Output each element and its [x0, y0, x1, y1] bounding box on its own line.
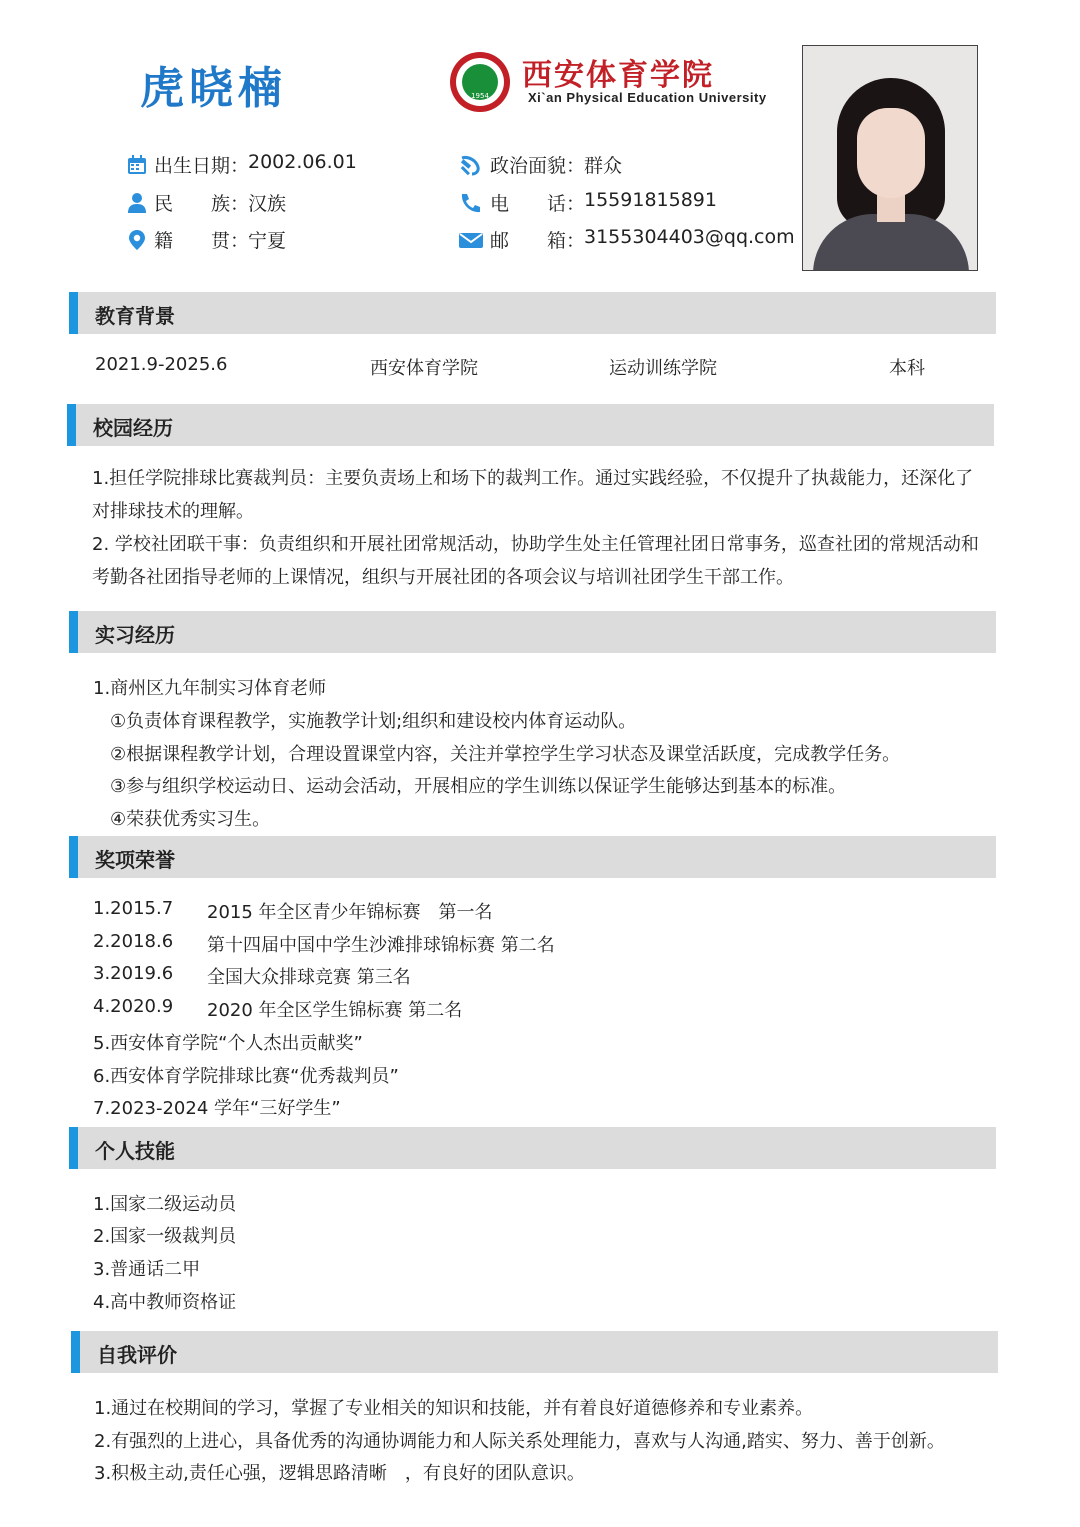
- award-text: 全国大众排球竞赛 第三名: [207, 967, 411, 988]
- profile-photo: [802, 45, 978, 271]
- education-degree: 本科: [889, 358, 925, 379]
- section-campus-header: [67, 404, 994, 446]
- award-text: 第十四届中国中学生沙滩排球锦标赛 第二名: [207, 935, 555, 956]
- birth-label: 出生日期: [154, 155, 231, 177]
- internship-item: ④荣获优秀实习生。: [110, 809, 271, 830]
- logo-chinese-name: 西安体育学院: [522, 58, 714, 93]
- section-internship-header: [69, 611, 996, 653]
- envelope-icon: [458, 229, 484, 251]
- section-accent-bar: [67, 404, 76, 446]
- birth-value: 2002.06.01: [248, 151, 357, 173]
- skill-item: 2.国家一级裁判员: [93, 1226, 237, 1247]
- award-date: 1.2015.7: [93, 898, 174, 919]
- self-item: 2.有强烈的上进心，具备优秀的沟通协调能力和人际关系处理能力，喜欢与人沟通,踏实、努力、善于创新。: [94, 1431, 945, 1452]
- award-date: 3.2019.6: [93, 963, 174, 984]
- section-skills-header: [69, 1127, 996, 1169]
- email-value: 3155304403@qq.com: [584, 226, 795, 248]
- university-emblem-icon: [450, 52, 510, 112]
- award-date: 4.2020.9: [93, 996, 174, 1017]
- section-accent-bar: [69, 292, 78, 334]
- award-item: 7.2023-2024 学年“三好学生”: [93, 1098, 341, 1119]
- campus-item: 1.担任学院排球比赛裁判员：主要负责场上和场下的裁判工作。通过实践经验，不仅提升了执裁能力，还深化了对排球技术的理解。: [92, 468, 974, 522]
- location-pin-icon: [126, 229, 148, 251]
- phone-icon: [458, 192, 484, 214]
- section-accent-bar: [69, 1127, 78, 1169]
- hammer-sickle-icon: [458, 154, 484, 176]
- education-school: 西安体育学院: [370, 358, 478, 379]
- origin-label: 籍 贯: [154, 230, 231, 252]
- section-title: 奖项荣誉: [95, 848, 175, 872]
- internship-item: ①负责体育课程教学，实施教学计划;组织和建设校内体育运动队。: [110, 711, 637, 732]
- section-title: 教育背景: [95, 304, 175, 328]
- resume-name: 虎晓楠: [140, 63, 287, 114]
- section-accent-bar: [69, 611, 78, 653]
- award-text: 2015 年全区青少年锦标赛 第一名: [207, 902, 493, 923]
- phone-label: 电 话: [490, 193, 567, 215]
- section-awards-header: [69, 836, 996, 878]
- award-item: 5.西安体育学院“个人杰出贡献奖”: [93, 1033, 363, 1054]
- internship-title: 1.商州区九年制实习体育老师: [93, 678, 327, 699]
- award-item: 6.西安体育学院排球比赛“优秀裁判员”: [93, 1066, 399, 1087]
- section-title: 个人技能: [95, 1139, 175, 1163]
- award-text: 2020 年全区学生锦标赛 第二名: [207, 1000, 463, 1021]
- person-icon: [126, 192, 148, 214]
- self-item: 1.通过在校期间的学习，掌握了专业相关的知识和技能，并有着良好道德修养和专业素养。: [94, 1398, 814, 1419]
- section-self-header: [71, 1331, 998, 1373]
- section-title: 校园经历: [93, 416, 173, 440]
- origin-value: 宁夏: [248, 230, 287, 252]
- award-date: 2.2018.6: [93, 931, 174, 952]
- section-title: 自我评价: [97, 1343, 177, 1367]
- self-item: 3.积极主动,责任心强，逻辑思路清晰 ，有良好的团队意识。: [94, 1463, 585, 1484]
- calendar-icon: [126, 154, 148, 176]
- internship-item: ③参与组织学校运动日、运动会活动，开展相应的学生训练以保证学生能够达到基本的标准。: [110, 776, 847, 797]
- skill-item: 3.普通话二甲: [93, 1259, 201, 1280]
- education-college: 运动训练学院: [609, 358, 717, 379]
- section-accent-bar: [69, 836, 78, 878]
- logo-english-name: Xi`an Physical Education University: [528, 90, 767, 105]
- section-title: 实习经历: [95, 623, 175, 647]
- nation-label: 民 族: [154, 193, 231, 215]
- email-label: 邮 箱: [490, 230, 567, 252]
- phone-value: 15591815891: [584, 189, 717, 211]
- section-accent-bar: [71, 1331, 80, 1373]
- education-period: 2021.9-2025.6: [95, 354, 228, 375]
- emblem-year: 1954: [471, 92, 489, 100]
- internship-item: ②根据课程教学计划，合理设置课堂内容，关注并掌控学生学习状态及课堂活跃度，完成教学任务。: [110, 744, 901, 765]
- nation-value: 汉族: [248, 193, 287, 215]
- skill-item: 1.国家二级运动员: [93, 1194, 237, 1215]
- campus-item: 2. 学校社团联干事：负责组织和开展社团常规活动，协助学生处主任管理社团日常事务，巡查社团的常规活动和考勤各社团指导老师的上课情况，组织与开展社团的各项会议与培训社团学生干部工作。: [92, 534, 979, 588]
- politics-value: 群众: [584, 155, 623, 177]
- university-logo: [450, 50, 790, 112]
- skill-item: 4.高中教师资格证: [93, 1292, 237, 1313]
- politics-label: 政治面貌: [490, 155, 567, 177]
- section-education-header: [69, 292, 996, 334]
